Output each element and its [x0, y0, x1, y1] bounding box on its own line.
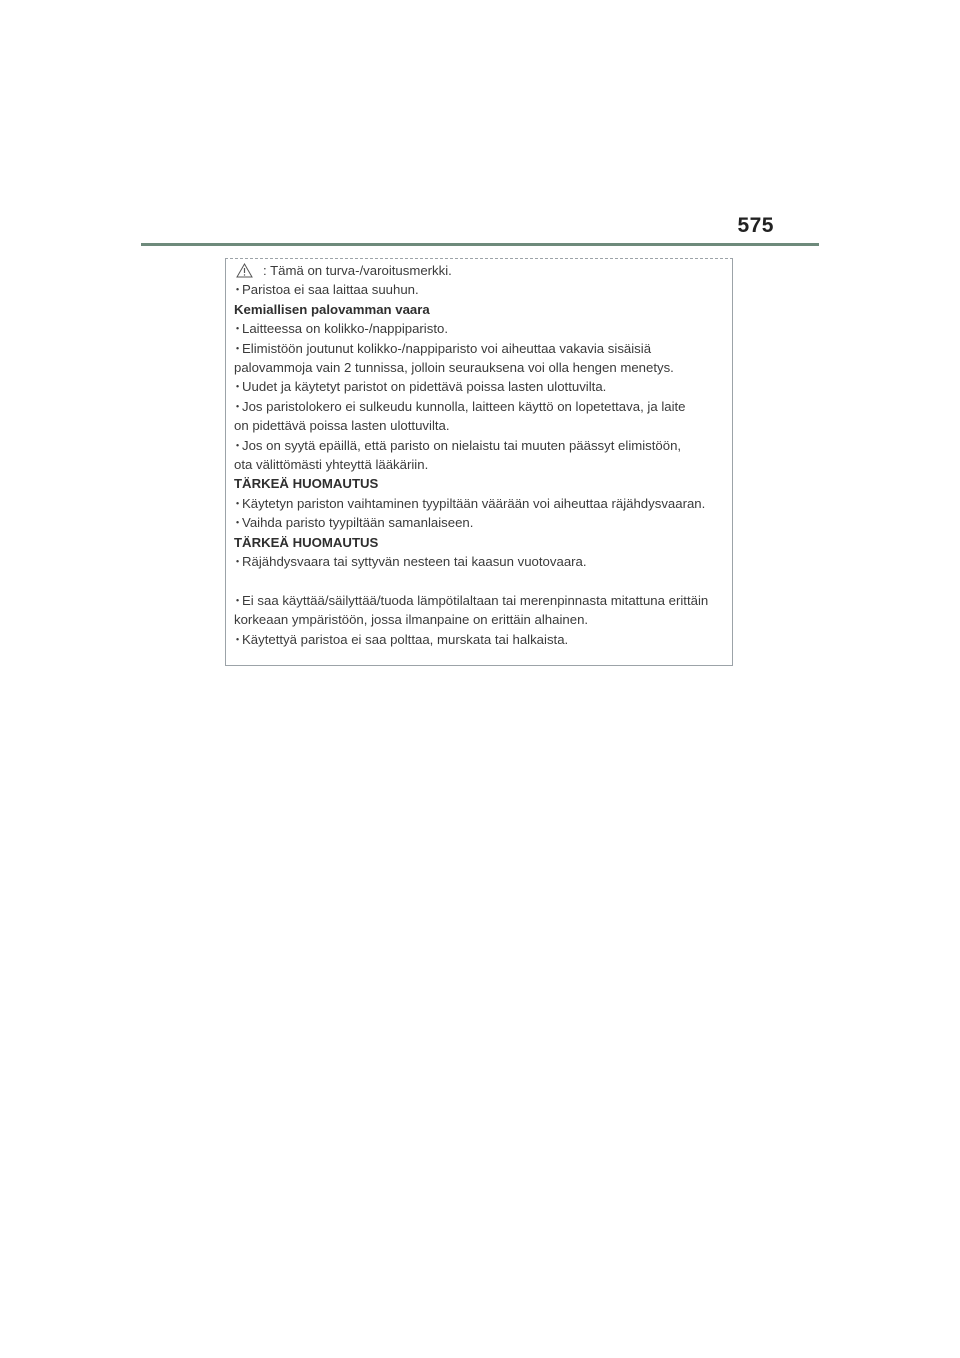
- bullet-text: Jos on syytä epäillä, että paristo on nielaistu tai muuten päässyt elimistöön,: [242, 437, 682, 453]
- bullet-item: [234, 377, 732, 396]
- bullet-item: [234, 319, 732, 338]
- bullet-item: [234, 436, 732, 455]
- bullet-text: Laitteessa on kolikko-/nappiparisto.: [242, 321, 448, 337]
- bullet-item: [234, 397, 732, 416]
- bullet-marker: ･: [234, 495, 241, 511]
- section-heading: [234, 474, 732, 493]
- bullet-marker: ･: [234, 631, 241, 647]
- section-heading: [234, 300, 732, 319]
- bullet-text: Ei saa käyttää/säilyttää/tuoda lämpötilaltaan tai merenpinnasta mitattuna erittäin: [242, 592, 709, 608]
- spacer: [234, 572, 732, 591]
- bullet-text: Vaihda paristo tyypiltään samanlaiseen.: [242, 515, 474, 531]
- bullet-marker: ･: [234, 554, 241, 570]
- bullet-item: [234, 591, 732, 610]
- bullet-item: [234, 339, 732, 358]
- section-heading: [234, 533, 732, 552]
- bullet-marker: ･: [234, 340, 241, 356]
- header-rule: [141, 243, 819, 246]
- continuation-text: korkeaan ympäristöön, jossa ilmanpaine on erittäin alhainen.: [234, 612, 589, 628]
- bullet-item: [234, 552, 732, 571]
- page-number: 575: [737, 214, 774, 237]
- bullet-text: Käytetyn pariston vaihtaminen tyypiltään väärään voi aiheuttaa räjähdysvaaran.: [242, 495, 706, 511]
- bullet-marker: ･: [234, 515, 241, 531]
- section-heading-text: Kemiallisen palovamman vaara: [234, 301, 430, 317]
- battery-warning-box: [225, 258, 733, 666]
- notice-lines: [234, 280, 732, 649]
- bullet-text: Elimistöön joutunut kolikko-/nappiparisto voi aiheuttaa vakavia sisäisiä: [242, 340, 652, 356]
- bullet-marker: ･: [234, 282, 241, 298]
- section-heading-text: TÄRKEÄ HUOMAUTUS: [234, 476, 379, 492]
- warning-legend: [234, 261, 732, 280]
- bullet-marker: ･: [234, 398, 241, 414]
- continuation-text: palovammoja vain 2 tunnissa, jolloin seurauksena voi olla hengen menetys.: [234, 360, 674, 376]
- bullet-item: [234, 494, 732, 513]
- continuation-text: on pidettävä poissa lasten ulottuvilta.: [234, 418, 450, 434]
- bullet-item: [234, 513, 732, 532]
- bullet-marker: ･: [234, 437, 241, 453]
- section-heading-text: TÄRKEÄ HUOMAUTUS: [234, 534, 379, 550]
- bullet-text: Räjähdysvaara tai syttyvän nesteen tai kaasun vuotovaara.: [242, 554, 587, 570]
- bullet-marker: ･: [234, 592, 241, 608]
- warning-legend-text: : Tämä on turva-/varoitusmerkki.: [263, 263, 452, 278]
- bullet-text: Uudet ja käytetyt paristot on pidettävä poissa lasten ulottuvilta.: [242, 379, 607, 395]
- bullet-marker: ･: [234, 379, 241, 395]
- bullet-text: Käytettyä paristoa ei saa polttaa, murskata tai halkaista.: [242, 631, 569, 647]
- bullet-marker: ･: [234, 321, 241, 337]
- bullet-item: [234, 630, 732, 649]
- bullet-text: Jos paristolokero ei sulkeudu kunnolla, laitteen käyttö on lopetettava, ja laite: [242, 398, 686, 414]
- warning-triangle-icon: [236, 263, 253, 278]
- continuation-text: ota välittömästi yhteyttä lääkäriin.: [234, 457, 429, 473]
- bullet-item: [234, 280, 732, 299]
- bullet-text: Paristoa ei saa laittaa suuhun.: [242, 282, 419, 298]
